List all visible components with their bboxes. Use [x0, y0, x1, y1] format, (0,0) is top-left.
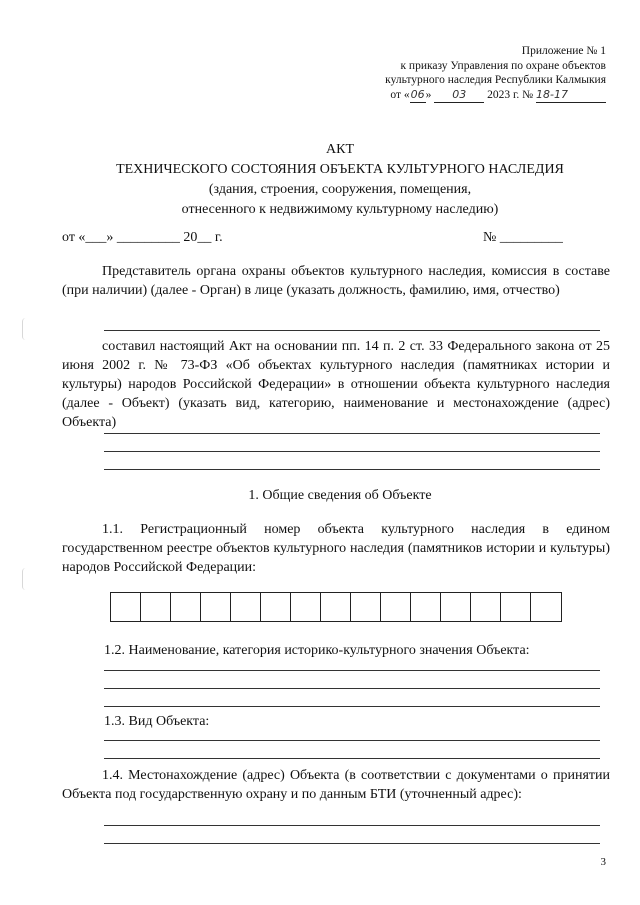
paragraph-representative: Представитель органа охраны объектов культурного наследия, комиссия в составе (при наличии) (далее - Орган) в лице (указать должность, фамилию, имя, отчество) — [62, 264, 610, 298]
fill-line — [104, 469, 600, 470]
title-line-2: ТЕХНИЧЕСКОГО СОСТОЯНИЯ ОБЪЕКТА КУЛЬТУРНОГО НАСЛЕДИЯ — [116, 162, 564, 177]
fill-line — [104, 825, 600, 826]
item-1-3: 1.3. Вид Объекта: — [104, 714, 210, 729]
registration-number-cell[interactable] — [111, 593, 141, 621]
registration-number-cell[interactable] — [171, 593, 201, 621]
handwritten-month: 03 — [434, 88, 484, 104]
scan-mark — [22, 568, 29, 590]
document-title — [60, 140, 620, 220]
registration-number-cell[interactable] — [381, 593, 411, 621]
page-number: 3 — [600, 856, 606, 868]
date-line-number: № _________ — [483, 230, 563, 245]
fill-line — [104, 740, 600, 741]
item-1-1: 1.1. Регистрационный номер объекта культурного наследия в едином государственном реестре объектов культурного наследия (памятников истории и культуры) народов Российской Федерации: — [62, 522, 610, 575]
registration-number-cell[interactable] — [141, 593, 171, 621]
registration-number-cell[interactable] — [321, 593, 351, 621]
fill-line — [104, 330, 600, 331]
fill-line — [104, 758, 600, 759]
fill-line — [104, 433, 600, 434]
handwritten-number: 18-17 — [536, 88, 606, 104]
handwritten-day: 06 — [410, 88, 426, 104]
appendix-line-1: Приложение № 1 — [521, 45, 606, 57]
appendix-block — [286, 44, 606, 103]
appendix-date-line: от «06» 03 2023 г. № 18-17 — [286, 88, 606, 104]
title-line-1: АКТ — [326, 142, 354, 157]
registration-number-cell[interactable] — [531, 593, 561, 621]
registration-number-cell[interactable] — [231, 593, 261, 621]
item-1-2: 1.2. Наименование, категория историко-культурного значения Объекта: — [104, 643, 530, 658]
title-line-3: (здания, строения, сооружения, помещения, — [208, 182, 472, 197]
appendix-line-3: культурного наследия Республики Калмыкия — [385, 74, 606, 86]
registration-number-cell[interactable] — [261, 593, 291, 621]
fill-line — [104, 706, 600, 707]
fill-line — [104, 843, 600, 844]
fill-line — [104, 670, 600, 671]
appendix-line-2: к приказу Управления по охране объектов — [400, 59, 606, 72]
registration-number-cell[interactable] — [351, 593, 381, 621]
date-line-left: от «___» _________ 20__ г. — [62, 230, 223, 245]
section-1-heading: 1. Общие сведения об Объекте — [248, 488, 432, 503]
title-line-4: отнесенного к недвижимому культурному наследию) — [181, 202, 499, 217]
registration-number-cell[interactable] — [411, 593, 441, 621]
registration-number-cell[interactable] — [201, 593, 231, 621]
paragraph-basis: составил настоящий Акт на основании пп. 14 п. 2 ст. 33 Федерального закона от 25 июня 2002 г. № 73-ФЗ «Об объектах культурного наследия (памятниках истории и культуры) народов Российской Федерации» в отношении объекта культурного наследия (далее - Объект) (указать вид, категорию, наименование и местонахождение (адрес) Объекта) — [62, 339, 610, 430]
registration-number-grid — [110, 592, 562, 622]
fill-line — [104, 688, 600, 689]
registration-number-cell[interactable] — [291, 593, 321, 621]
registration-number-cell[interactable] — [501, 593, 531, 621]
registration-number-cell[interactable] — [471, 593, 501, 621]
item-1-4: 1.4. Местонахождение (адрес) Объекта (в соответствии с документами о принятии Объекта под государственную охрану и по данным БТИ (уточненный адрес): — [62, 768, 610, 802]
fill-line — [104, 451, 600, 452]
scan-mark — [22, 318, 29, 340]
registration-number-cell[interactable] — [441, 593, 471, 621]
